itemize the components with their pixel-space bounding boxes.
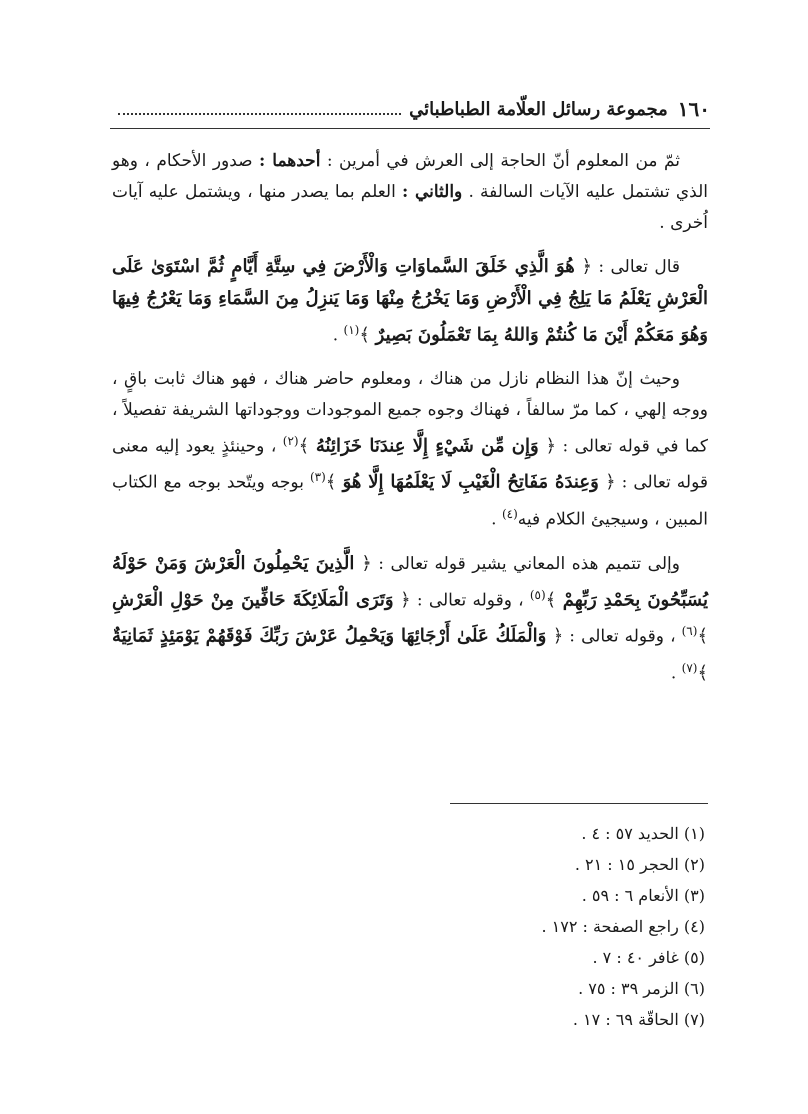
- verse-bracket-close: ﴾: [298, 435, 316, 457]
- footnote-item: (٣) الأنعام ٦ : ٥٩ .: [581, 886, 705, 905]
- verse-bracket-close: ﴾: [697, 662, 708, 684]
- verse-bracket-open: ﴿: [546, 625, 564, 647]
- footnote-ref: (٥): [529, 587, 546, 602]
- verse-bracket-close: ﴾: [359, 324, 376, 346]
- running-header: [110, 92, 710, 126]
- verse-bracket-open: ﴿: [574, 256, 593, 277]
- footnote-ref: (٧): [681, 660, 698, 675]
- body-text: وإلى تتميم هذه المعاني يشير قوله تعالى :: [371, 553, 680, 574]
- verse-text: وَإِن مِّن شَيْءٍ إِلَّا عِندَنَا خَزَائِنُهُ: [315, 435, 539, 457]
- body-text: بوجه ويتّحد بوجه مع الكتاب المبين ، وسيجيئ الكلام فيه: [112, 472, 708, 530]
- footnote-item: (٢) الحجر ١٥ : ٢١ .: [574, 855, 705, 874]
- body-text: قال تعالى :: [592, 257, 680, 277]
- paragraph: [112, 364, 708, 536]
- verse-text: وَتَرَى الْمَلَائِكَةَ حَافِّينَ مِنْ حَوْلِ الْعَرْشِ: [112, 589, 394, 611]
- footnote-ref: (٢): [282, 433, 299, 448]
- emphasis-text: أحدهما :: [259, 151, 321, 171]
- body-text: العلم بما يصدر منها ، ويشتمل عليه آيات اُخرى .: [112, 182, 708, 233]
- verse-bracket-open: ﴿: [354, 552, 372, 574]
- verse-bracket-open: ﴿: [598, 471, 616, 493]
- footnote-ref: (٤): [501, 506, 518, 521]
- emphasis-text: والثاني :: [402, 182, 463, 202]
- body-text: وحيث إنّ هذا النظام نازل من هناك ، ومعلوم حاضر هناك ، فهو هناك ثابت باقٍ ، ووجه إلهي ، كما مرّ سالفاً ، فهناك وجوه جميع الموجودات ووجوداتها الشريفة تفصيلاً ، كما في قوله تعالى :: [112, 368, 709, 457]
- footnotes-list: [400, 818, 705, 1035]
- page-number: ١٦٠: [677, 97, 710, 121]
- footnote-ref: (٦): [681, 624, 698, 639]
- footnote-ref: (١): [343, 323, 360, 337]
- footnote-item: (٤) راجع الصفحة : ١٧٢ .: [541, 917, 705, 936]
- verse-bracket-close: ﴾: [325, 471, 343, 493]
- quran-verse: [299, 435, 556, 456]
- body-text: ثمّ من المعلوم أنّ الحاجة إلى العرش في أمرين :: [320, 151, 680, 171]
- header-dotted-leader: [118, 103, 401, 115]
- body-text: ، وحينئذٍ يعود إليه معنى قوله تعالى :: [112, 436, 708, 493]
- verse-bracket-open: ﴿: [538, 435, 557, 457]
- verse-text: وَالْمَلَكُ عَلَىٰ أَرْجَائِهَا وَيَحْمِلُ عَرْشَ رَبِّكَ فَوْقَهُمْ يَوْمَئِذٍ ثَمَانِيَةٌ: [112, 625, 547, 647]
- verse-bracket-close: ﴾: [697, 625, 708, 647]
- body-text: .: [491, 509, 502, 530]
- verse-text: هُوَ الَّذِي خَلَقَ السَّماوَاتِ وَالْأَرْضَ فِي سِتَّةِ أَيَّامٍ ثُمَّ اسْتَوَىٰ عَلَى الْعَرْشِ يَعْلَمُ مَا يَلِجُ فِي الْأَرْضِ وَمَا يَخْرُجُ مِنْهَا وَمَا يَنزِلُ مِنَ السَّمَاءِ وَمَا يَعْرُجُ فِيهَا وَهُوَ مَعَكُمْ أَيْنَ مَا كُنتُمْ وَاللهُ بِمَا تَعْمَلُونَ بَصِيرٌ: [112, 256, 708, 346]
- verse-bracket-close: ﴾: [545, 589, 563, 611]
- quran-verse: [326, 472, 616, 493]
- header-rule: [110, 128, 710, 129]
- footnote-item: (٦) الزمر ٣٩ : ٧٥ .: [578, 979, 705, 998]
- body-text: صدور الأحكام ، وهو الذي تشتمل عليه الآيات السالفة .: [112, 151, 708, 202]
- footnote-item: (٥) غافر ٤٠ : ٧ .: [592, 948, 705, 967]
- paragraph: [112, 548, 708, 690]
- paragraph: [112, 146, 708, 239]
- verse-bracket-open: ﴿: [393, 589, 411, 611]
- footnote-item: (٧) الحاقّة ٦٩ : ١٧ .: [572, 1010, 705, 1029]
- verse-text: وَعِندَهُ مَفَاتِحُ الْغَيْبِ لَا يَعْلَمُهَا إِلَّا هُوَ: [342, 471, 599, 493]
- body-text: ، وقوله تعالى :: [410, 590, 530, 611]
- footnote-separator: [450, 803, 708, 804]
- book-title: مجموعة رسائل العلّامة الطباطبائي: [409, 98, 668, 120]
- verse-text: الَّذِينَ يَحْمِلُونَ الْعَرْشَ وَمَنْ حَوْلَهُ يُسَبِّحُونَ بِحَمْدِ رَبِّهِمْ: [112, 552, 708, 611]
- body-text: .: [670, 663, 682, 684]
- body-text: ، وقوله تعالى :: [563, 626, 682, 647]
- footnote-item: (١) الحديد ٥٧ : ٤ .: [581, 824, 705, 843]
- paragraph: [112, 251, 708, 352]
- footnote-ref: (٣): [309, 470, 326, 485]
- body-text: .: [332, 325, 344, 346]
- main-text: [112, 146, 708, 702]
